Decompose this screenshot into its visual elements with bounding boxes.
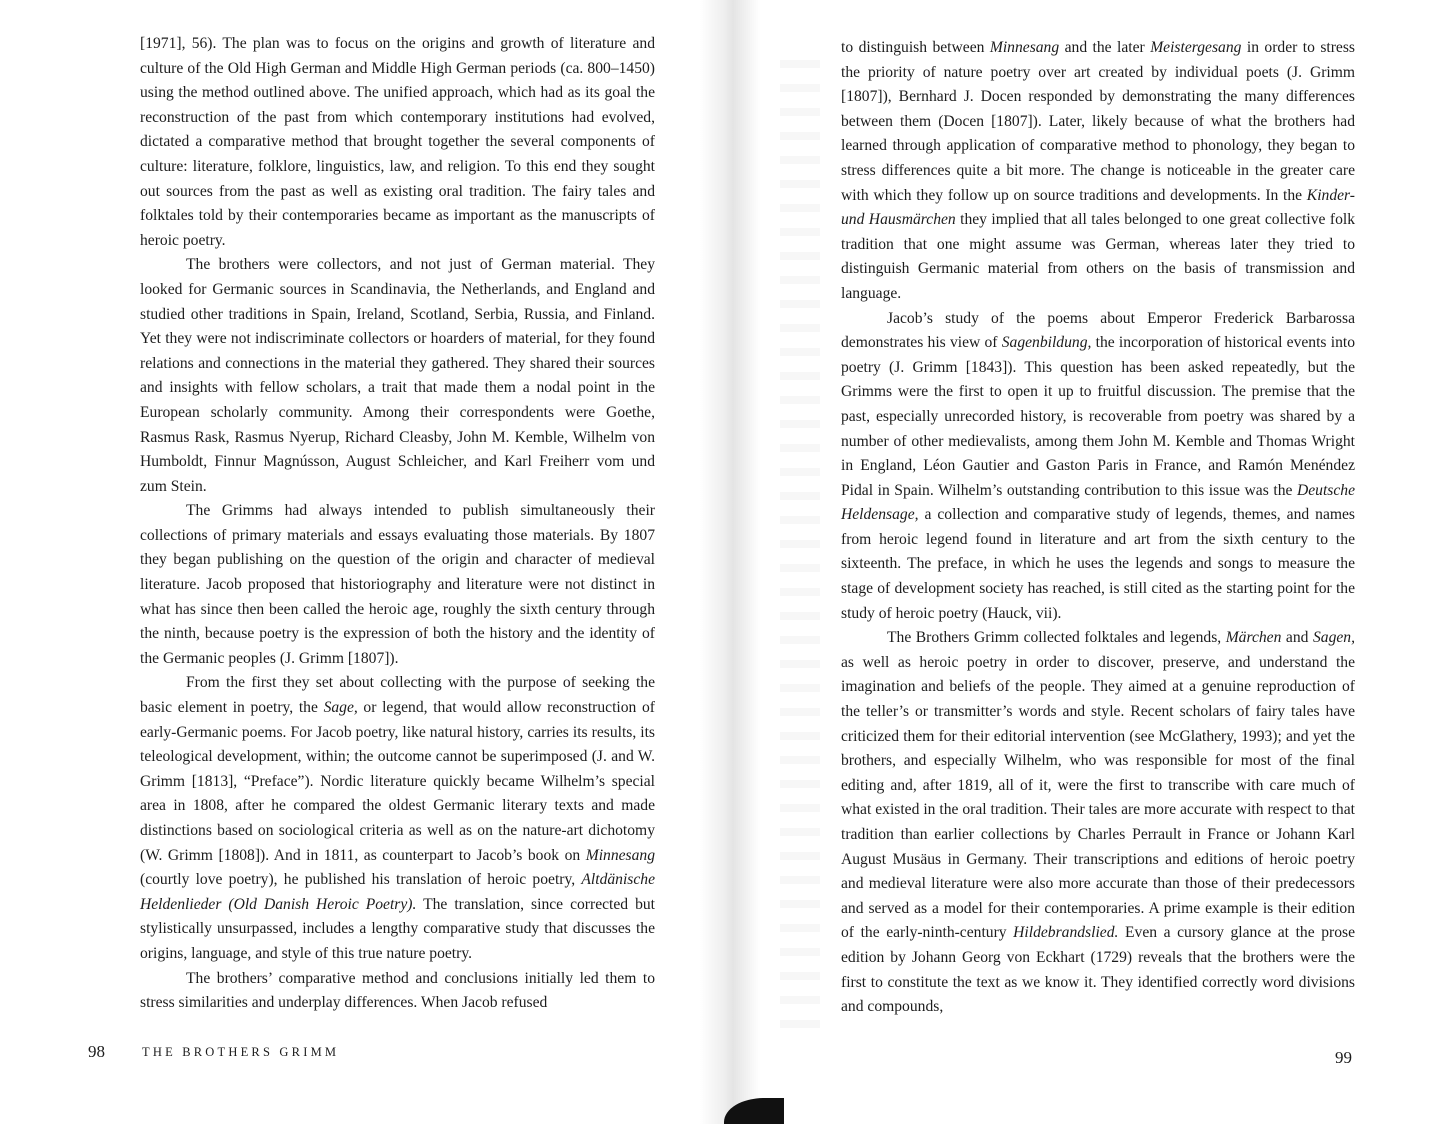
- text-run: The translation, since corrected but stylistically unsurpassed, includes a lengthy comparative study that discusses the origins, language, and style of this true nature poetry.: [140, 895, 655, 962]
- italic-text-run: Kinder- und Hausmärchen: [841, 186, 1355, 229]
- text-run: The Brothers Grimm collected folktales and legends,: [887, 629, 1226, 647]
- paragraph: [140, 32, 655, 253]
- italic-text-run: Altdänische Heldenlieder (Old Danish Heroic Poetry).: [140, 871, 655, 913]
- italic-text-run: Hildebrandslied.: [1013, 924, 1119, 942]
- text-run: and: [1281, 629, 1313, 647]
- text-run: The brothers were collectors, and not just of German material. They looked for Germanic sources in Scandinavia, the Netherlands, and England and studied other traditions in Spain, Ireland, Scotland, Serbia, Russia, and Finland. Yet they were not indiscriminate collectors or hoarders of material, for they found relations and connections in the material they gathered. They shared their sources and insights with fellow scholars, a trait that made them a nodal point in the European scholarly community. Among their correspondents were Goethe, Rasmus Rask, Rasmus Nyerup, Richard Cleasby, John M. Kemble, Wilhelm von Humboldt, Finnur Magnússon, August Schleicher, and Karl Freiherr vom und zum Stein.: [140, 256, 655, 495]
- italic-text-run: Meistergesang: [1150, 39, 1242, 56]
- paragraph: [140, 499, 655, 671]
- text-run: Even a cursory glance at the prose edition by Johann Georg von Eckhart (1729) reveals that the brothers were the first to constitute the text as we know it. They identified correctly word divisions and compounds,: [841, 924, 1355, 1016]
- text-run: The brothers’ comparative method and conclusions initially led them to stress similarities and underplay differences. When Jacob refused: [140, 969, 655, 1012]
- paragraph: [841, 307, 1355, 627]
- text-run: Jacob’s study of the poems about Emperor Frederick Barbarossa demonstrates his view of: [841, 309, 1355, 352]
- italic-text-run: Sage,: [323, 699, 358, 717]
- text-run: The Grimms had always intended to publish simultaneously their collections of primary materials and essays evaluating those materials. By 1807 they began publishing on the question of the origin and character of medieval literature. Jacob proposed that historiography and literature were not distinct in what has since then been called the heroic age, roughly the sixth century through the ninth, because poetry is the expression of both the history and the identity of the Germanic peoples (J. Grimm [1807]).: [140, 502, 655, 667]
- running-head: THE BROTHERS GRIMM: [142, 1045, 340, 1059]
- italic-text-run: Minnesang: [989, 39, 1060, 56]
- italic-text-run: Märchen: [1225, 629, 1282, 647]
- text-run: a collection and comparative study of legends, themes, and names from heroic legend found in literature and art from the sixth century to the sixteenth. The preface, in which he uses the legends and songs to measure the stage of development society has reached, is still cited as the starting point for the study of heroic poetry (Hauck, vii).: [841, 506, 1355, 622]
- text-run: or legend, that would allow reconstruction of early-Germanic poems. For Jacob poetry, like natural history, carries its results, its teleological development, within; the outcome cannot be superimposed (J. and W. Grimm [1813], “Preface”). Nordic literature quickly became Wilhelm’s special area in 1808, after he compared the oldest Germanic literary texts and made distinctions based on sociological criteria as well as on the nature-art dichotomy (W. Grimm [1808]). And in 1811, as counterpart to Jacob’s book on: [140, 699, 655, 864]
- paragraph: [140, 671, 655, 966]
- left-body-text: [140, 32, 655, 1016]
- paragraph: [140, 967, 655, 1016]
- page-number-left: 98: [88, 1042, 105, 1061]
- italic-text-run: Sagenbildung,: [1001, 334, 1092, 352]
- italic-text-run: Minnesang: [585, 846, 655, 864]
- text-run: and the later: [1059, 39, 1151, 56]
- page-number-right: 99: [1335, 1048, 1352, 1067]
- paragraph: [841, 36, 1355, 307]
- show-through-ghosting: [780, 60, 820, 1040]
- italic-text-run: Deutsche Heldensage,: [841, 481, 1355, 524]
- paragraph: [841, 626, 1355, 1020]
- text-run: the incorporation of historical events into poetry (J. Grimm [1843]). This question has been asked repeatedly, but the Grimms were the first to open it up to fruitful discussion. The premise that the past, especially unrecorded history, is recoverable from poetry was shared by a number of other medievalists, among them John M. Kemble and Thomas Wright in England, Léon Gautier and Gaston Paris in France, and Ramón Menéndez Pidal in Spain. Wilhelm’s outstanding contribution to this issue was the: [841, 334, 1356, 499]
- paragraph: [140, 253, 655, 499]
- text-run: From the first they set about collecting with the purpose of seeking the basic element in poetry, the: [140, 674, 655, 717]
- text-run: [1971], 56). The plan was to focus on the origins and growth of literature and culture of the Old High German and Middle High German periods (ca. 800–1450) using the method outlined above. The unified approach, which had as its goal the reconstruction of the past from which contemporary institutions had evolved, dictated a comparative method that brought together the several components of culture: literature, folklore, linguistics, law, and religion. To this end they sought out sources from the past as well as existing oral tradition. The fairy tales and folktales told by their contemporaries became as important as the manuscripts of heroic poetry.: [140, 35, 655, 249]
- text-run: to distinguish between: [841, 39, 990, 56]
- text-run: (courtly love poetry), he published his translation of heroic poetry,: [140, 871, 582, 889]
- right-body-text: [841, 36, 1355, 1020]
- text-run: as well as heroic poetry in order to discover, preserve, and understand the imagination and beliefs of the people. They aimed at a genuine reproduction of the teller’s or transmitter’s words and style. Recent scholars of fairy tales have criticized them for their editorial intervention (see McGlathery, 1993); and yet the brothers, and especially Wilhelm, who was responsible for most of the final editing and, after 1819, all of it, were the first to transcribe with care much of what existed in the oral tradition. Their tales are more accurate with respect to that tradition than earlier collections by Charles Perrault in France or Johann Karl August Musäus in Germany. Their transcriptions and editions of heroic poetry and medieval literature were also more accurate than those of their predecessors and served as a model for their contemporaries. A prime example is their edition of the early-ninth-century: [841, 653, 1355, 942]
- italic-text-run: Sagen,: [1312, 629, 1355, 647]
- text-run: in order to stress the priority of nature poetry over art created by individual poets (J. Grimm [1807]), Bernhard J. Docen responded by demonstrating the many differences between them (Docen [1807]). Later, likely because of what the brothers had learned through application of comparative method to phonology, they began to stress differences quite a bit more. The change is noticeable in the greater care with which they follow up on source traditions and developments. In the: [841, 39, 1355, 204]
- text-run: they implied that all tales belonged to one great collective folk tradition that one might assume was German, whereas later they tried to distinguish Germanic material from others on the basis of transmission and language.: [841, 211, 1355, 302]
